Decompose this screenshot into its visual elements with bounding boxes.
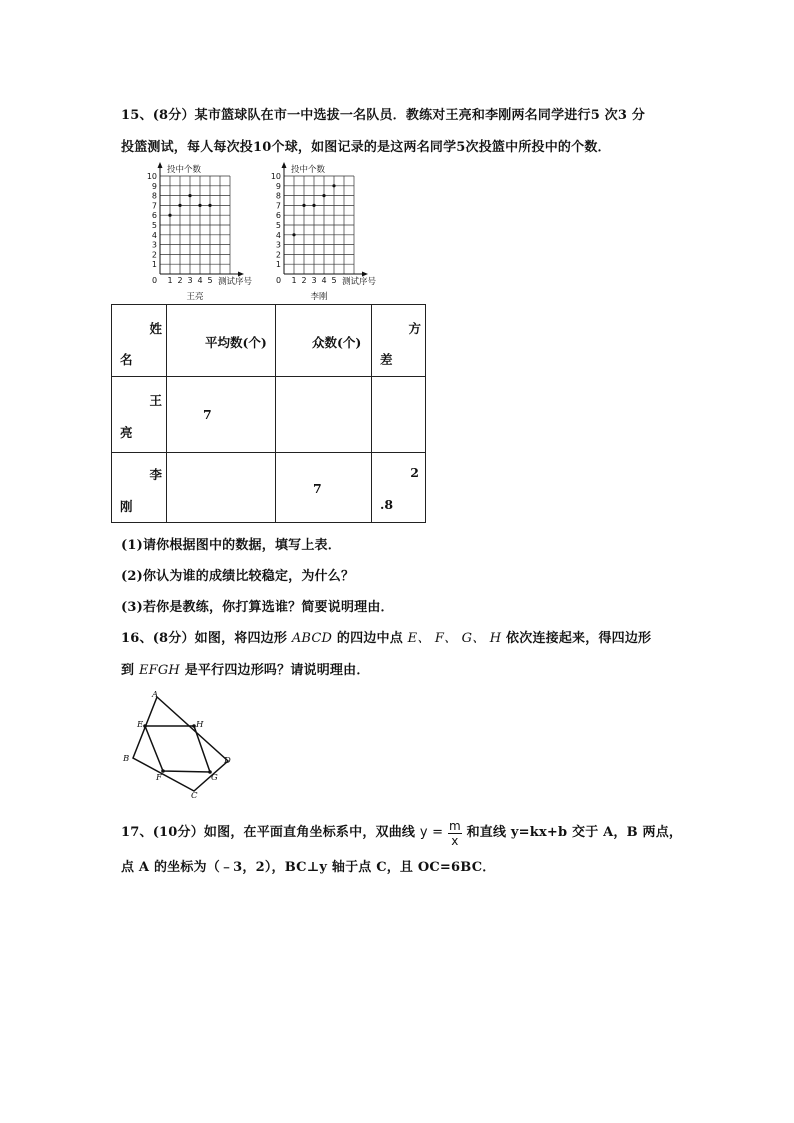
y-tick-label: 10	[146, 172, 157, 181]
y-tick-label: 7	[151, 201, 157, 211]
quadrilateral-figure	[118, 688, 238, 800]
y-tick-label: 7	[275, 201, 281, 211]
label-F: F	[156, 773, 162, 783]
q17-line1-post: 和直线 y=kx+b 交于 A，B 两点，	[466, 825, 683, 840]
y-tick-label: 4	[275, 230, 281, 240]
score-table	[111, 304, 426, 523]
x-axis-label: 测试序号	[218, 277, 253, 287]
chart-caption: 王亮	[186, 292, 204, 302]
q16-line1	[121, 627, 651, 646]
y-tick-label: 10	[270, 172, 281, 181]
y-tick-label: 6	[151, 211, 157, 221]
row1-mean: 7	[203, 407, 212, 422]
y-tick-label: 6	[275, 211, 281, 221]
data-point	[198, 204, 201, 207]
row2-var-b: .8	[380, 497, 394, 512]
y-tick-label: 2	[151, 250, 157, 260]
grid-lines	[284, 176, 354, 274]
row2-name-b: 刚	[120, 499, 133, 514]
y-tick-label: 3	[275, 240, 281, 250]
row2-var-a: 2	[410, 465, 419, 480]
data-point	[322, 194, 325, 197]
y-tick-label: 2	[275, 250, 281, 260]
y-tick-label: 8	[151, 191, 157, 201]
label-D: D	[224, 756, 231, 766]
chart-title: 投中个数	[167, 165, 202, 175]
x-axis-label: 测试序号	[342, 277, 377, 287]
x-tick-label: 2	[177, 276, 183, 285]
label-H: H	[196, 720, 204, 730]
q16-line1-post: 依次连接起来，得四边形	[506, 631, 652, 646]
row1-mean-cell	[167, 377, 276, 453]
data-point	[302, 204, 305, 207]
quad-efgh	[145, 726, 210, 772]
row2-name-cell	[112, 453, 167, 523]
q15-sub3: (3)若你是教练，你打算选谁？简要说明理由．	[121, 600, 394, 615]
data-point	[312, 204, 315, 207]
q17-line1-pre: 17、(10分）如图，在平面直角坐标系中，双曲线	[121, 825, 416, 840]
label-G: G	[211, 773, 218, 783]
row2-mode-cell	[276, 453, 372, 523]
y-tick-label: 5	[275, 221, 281, 230]
x-tick-label: 1	[291, 276, 297, 285]
x-tick-label: 5	[207, 276, 213, 285]
y-axis-arrow	[282, 162, 287, 168]
q15-line1: 15、(8分）某市篮球队在市一中选拔一名队员．教练对王亮和李刚两名同学进行5 次3 分	[121, 108, 646, 123]
header-mean: 平均数(个)	[205, 335, 267, 350]
header-name-b: 名	[120, 352, 133, 367]
q17-fraction	[448, 819, 462, 848]
data-point	[208, 204, 211, 207]
row2-var-cell	[372, 453, 426, 523]
grid-lines	[160, 176, 230, 274]
x-tick-label: 4	[321, 276, 327, 285]
y-tick-label: 8	[275, 191, 281, 201]
q17-line1	[121, 818, 682, 847]
x-tick-label: 4	[197, 276, 203, 285]
y-tick-label: 5	[151, 221, 157, 230]
data-point	[332, 184, 335, 187]
y-tick-label: 3	[151, 240, 157, 250]
y-tick-label: 1	[151, 260, 157, 270]
q16-line2	[121, 659, 370, 678]
origin-label: 0	[276, 276, 282, 285]
q17-frac-den: x	[451, 834, 459, 848]
y-tick-label: 9	[275, 181, 281, 191]
row1-name-cell	[112, 377, 167, 453]
data-point	[168, 214, 171, 217]
q16-efgh: EFGH	[138, 663, 180, 678]
header-var-b: 差	[380, 352, 393, 367]
y-tick-label: 9	[151, 181, 157, 191]
chart-caption: 李刚	[310, 292, 328, 302]
header-var-cell	[372, 305, 426, 377]
row2-mode: 7	[313, 481, 322, 496]
y-tick-label: 4	[151, 230, 157, 240]
row2-mean-cell	[167, 453, 276, 523]
x-tick-label: 3	[187, 276, 193, 285]
header-mean-cell	[167, 305, 276, 377]
chart-title: 投中个数	[291, 165, 326, 175]
data-point	[178, 204, 181, 207]
x-axis-arrow	[238, 272, 244, 277]
q15-sub2: (2)你认为谁的成绩比较稳定，为什么？	[121, 569, 355, 584]
q17-line2: 点 A 的坐标为（﹣3，2），BC⊥y 轴于点 C，且 OC=6BC．	[121, 860, 496, 875]
origin-label: 0	[152, 276, 158, 285]
q16-line2-post: 是平行四边形吗？请说明理由．	[184, 663, 370, 678]
data-point	[188, 194, 191, 197]
chart-wang-liang	[140, 158, 270, 303]
label-E: E	[137, 720, 144, 730]
q15-line2: 投篮测试，每人每次投10个球，如图记录的是这两名同学5次投篮中所投中的个数．	[121, 140, 611, 155]
label-A: A	[152, 690, 159, 700]
q16-abcd: ABCD	[291, 631, 333, 646]
q16-line1-pre: 16、(8分）如图，将四边形	[121, 631, 288, 646]
q17-frac-num: m	[448, 819, 461, 833]
header-mode-cell	[276, 305, 372, 377]
data-point	[292, 233, 295, 236]
header-name-cell	[112, 305, 167, 377]
label-C: C	[191, 791, 198, 800]
header-name-a: 姓	[149, 321, 162, 336]
x-axis-arrow	[362, 272, 368, 277]
q16-points: E、 F、 G、 H	[407, 631, 502, 646]
q16-line1-mid: 的四边中点	[336, 631, 403, 646]
x-tick-label: 2	[301, 276, 307, 285]
chart-li-gang	[264, 158, 394, 303]
row1-var-cell	[372, 377, 426, 453]
row1-name-a: 王	[149, 393, 162, 408]
row1-name-b: 亮	[120, 425, 133, 440]
y-axis-arrow	[158, 162, 163, 168]
row2-name-a: 李	[149, 467, 162, 482]
q17-y-eq: y =	[419, 825, 444, 840]
x-tick-label: 5	[331, 276, 337, 285]
header-mode: 众数(个)	[312, 335, 362, 350]
label-B: B	[123, 754, 130, 764]
q15-sub1: (1)请你根据图中的数据，填写上表．	[121, 538, 341, 553]
x-tick-label: 3	[311, 276, 317, 285]
y-tick-label: 1	[275, 260, 281, 270]
header-var-a: 方	[408, 321, 421, 336]
row1-mode-cell	[276, 377, 372, 453]
q16-line2-pre: 到	[121, 663, 135, 678]
x-tick-label: 1	[167, 276, 173, 285]
